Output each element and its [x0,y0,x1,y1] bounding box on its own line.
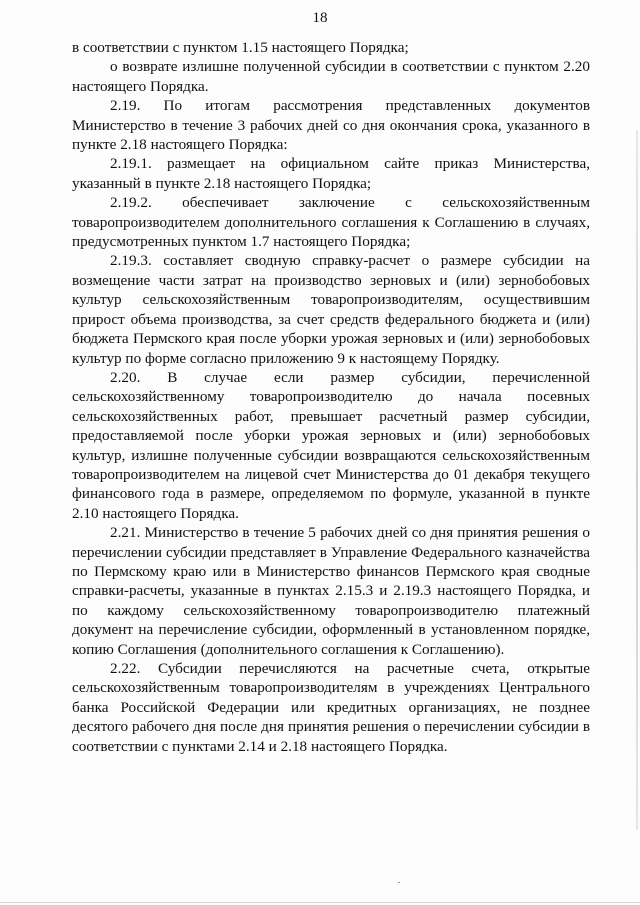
scan-edge-shadow [636,130,638,830]
paragraph-2-22: 2.22. Субсидии перечисляются на расчетные счета, открытые сельскохозяйственным товаропроизводителям в учреждениях Центрального банка Российской Федерации или кредитных организациях, не позднее десятого рабочего дня после дня принятия решения о перечислении субсидии в соответствии с пунктами 2.14 и 2.18 настоящего Порядка. [72,660,590,755]
paragraph-2-19-2: 2.19.2. обеспечивает заключение с сельскохозяйственным товаропроизводителем дополнительного соглашения к Соглашению в случаях, предусмотренных пунктом 1.7 настоящего Порядка; [72,194,590,251]
scan-bottom-edge [0,902,640,903]
paragraph-2-19-1: 2.19.1. размещает на официальном сайте приказ Министерства, указанный в пункте 2.18 настоящего Порядка; [72,155,590,192]
document-body [72,38,590,756]
paragraph-2-20: 2.20. В случае если размер субсидии, перечисленной сельскохозяйственному товаропроизводителю до начала посевных сельскохозяйственных работ, превышает расчетный размер субсидии, предоставляемой после уборки урожая зерновых и (или) зернобобовых культур, излишне полученные субсидии возвращаются сельскохозяйственным товаропроизводителем на лицевой счет Министерства до 01 декабря текущего финансового года в размере, определяемом по формуле, указанной в пункте 2.10 настоящего Порядка. [72,368,590,522]
paragraph-2-19: 2.19. По итогам рассмотрения представленных документов Министерство в течение 3 рабочих дней со дня окончания срока, указанного в пункте 2.18 настоящего Порядка: [72,97,590,154]
scan-speck [398,882,400,883]
page-number: 18 [312,10,328,26]
paragraph-continuation: в соответствии с пунктом 1.15 настоящего Порядка; [72,39,409,56]
paragraph-refund-notice: о возврате излишне полученной субсидии в соответствии с пунктом 2.20 настоящего Порядка. [72,58,590,95]
paragraph-2-19-3: 2.19.3. составляет сводную справку-расчет о размере субсидии на возмещение части затрат на производство зерновых и (или) зернобобовых культур сельскохозяйственным товаропроизводителям, осуществившим прирост объема производства, за счет средств федерального бюджета и (или) бюджета Пермского края после уборки урожая зерновых и (или) зернобобовых культур по форме согласно приложению 9 к настоящему Порядку. [72,252,590,367]
paragraph-2-21: 2.21. Министерство в течение 5 рабочих дней со дня принятия решения о перечислении субсидии представляет в Управление Федерального казначейства по Пермскому краю или в Министерство финансов Пермского края сводные справки-расчеты, указанные в пунктах 2.15.3 и 2.19.3 настоящего Порядка, и по каждому сельскохозяйственному товаропроизводителю платежный документ на перечисление субсидии, оформленный в установленном порядке, копию Соглашения (дополнительного соглашения к Соглашению). [72,524,590,658]
